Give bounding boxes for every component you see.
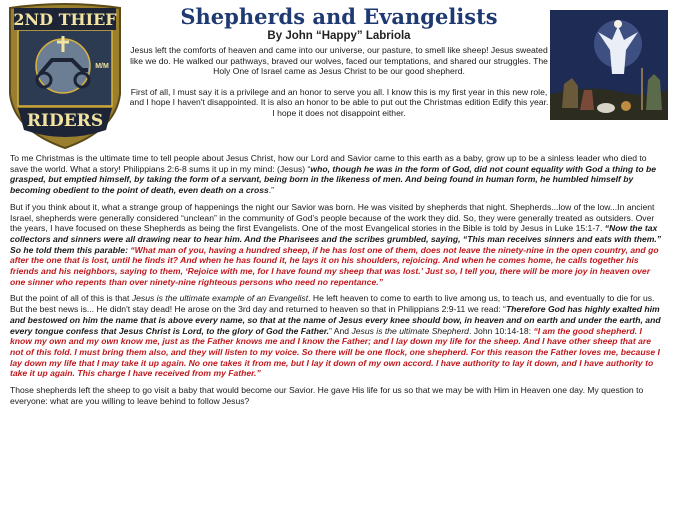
byline: By John “Happy” Labriola [267,30,411,42]
body-text: ” And [328,325,352,336]
sheep-icon [597,103,615,113]
logo-bottom-text: RIDERS [26,111,104,131]
intro-paragraph-2: First of all, I must say it is a privilege and an honor to serve you all. I know this is my first year in this new role, and I hope I haven't disappointed. It is also an honor to be able to put out the Christmas edition Edify this year. I hope it does not disappoint either. [129,86,549,118]
scripture-quote: Therefore God has highly exalted him and bestowed on him the name that is above every name, so that at the name of Jesus every knee should bow, in heaven and on earth and under the earth, and every tongue confess that Jesus Christ is Lord, to the glory of God the Father. [10,304,661,336]
body-text: . John 10:14-18: [468,325,534,336]
emphasis-text: Jesus is the ultimate Shepherd [351,325,469,336]
page-title: Shepherds and Evangelists [180,4,498,29]
article-body [10,153,666,412]
scripture-quote: “Now the tax collectors and sinners were all drawing near to hear him. And the Pharisees and the scribes grumbled, saying, “This man receives sinners and eats with them.” So he told them this parable: [10,223,662,255]
body-text: .” [268,185,275,196]
intro-paragraph-1: Jesus left the comforts of heaven and came into our universe, our pasture, to smell like sheep! Jesus sweated like we do. He walked our pathways, braved our wolves, faced our temptations, and shared our struggles. The Holy One of Israel came as Jesus Christ to be our good shepherd. [130,45,548,77]
nativity-image [550,10,668,120]
body-text: To me Christmas is the ultimate time to tell people about Jesus Christ, how our Lord and Savior came to this earth as a baby, grow up to be a sinless leader who died to save the world. What a story! Philippians 2:6-8 sums it up in my mind: (Jesus) “ [10,153,647,174]
body-text: . He left heaven to come to earth to live among us, to teach us, and eventually to die for us. But the best news is... He didn't stay dead! He arose on the 3rd day and returned to heaven so that in Philippians 2:9-11 we read: “ [10,293,655,315]
scripture-quote: who, though he was in the form of God, did not count equality with God a thing to be grasped, but emptied himself, by taking the form of a servant, being born in the likeness of men. And being found in human form, he humbled himself by becoming obedient to the point of death, even death on a cross [10,163,657,196]
body-paragraph-4: Those shepherds left the sheep to go visit a baby that would become our Savior. He gave His life for us so that we may be with Him in Heaven one day. My question to everyone: what are you willing to leave behind to follow Jesus? [10,385,644,406]
jesus-words-quote: “I am the good shepherd. I know my own and my own know me, just as the Father knows me and I know the Father; and I lay down my life for the sheep. And I have other sheep that are not of this fold. I must bring them also, and they will listen to my voice. So there will be one flock, one shepherd. For this reason the Father loves me, because I lay down my life that I may take it up again. No one takes it from me, but I lay it down of my own accord. I have authority to lay it down, and I have authority to take it up again. This charge I have received from my Father.” [10,325,660,379]
logo-side-text: M/M [95,63,109,70]
body-text: But the point of all of this is that [10,293,132,304]
logo-top-text: 2ND THIEF [13,10,117,29]
jesus-words-quote: “What man of you, having a hundred sheep, if he has lost one of them, does not leave the ninety-nine in the open country, and go after the one that is lost, until he finds it? And when he has found it, he lays it on his shoulders, rejoicing. And when he comes home, he calls together his friends and his neighbors, saying to them, ‘Rejoice with me, for I have found my sheep that was lost.’ Just so, I tell you, there will be more joy in heaven over one sinner who repents than over ninety-nine righteous persons who need no repentance.” [10,244,659,287]
body-paragraph-3 [10,293,666,379]
campfire-glow [621,101,631,111]
body-paragraph-1 [10,153,666,196]
intro-section [128,45,550,119]
emphasis-text: Jesus is the ultimate example of an Evangelist [131,293,309,304]
club-logo [6,2,124,152]
body-paragraph-2 [10,202,666,288]
angel-head [614,20,622,28]
body-text: But if you think about it, what a strange group of happenings the night our Savior was born. He was visited by shepherds that night. Shepherds...low of the low...In ancient Israel, shepherds were generally considered “unclean” in the community of God’s people because of the work they did. So, they were generally treated as outsiders. Over the years, I have focused on these Shepherds as being the first Evangelists. One of the most Evangelical stories in the Bible is told by Jesus in Luke 15:1-7. [10,201,655,234]
